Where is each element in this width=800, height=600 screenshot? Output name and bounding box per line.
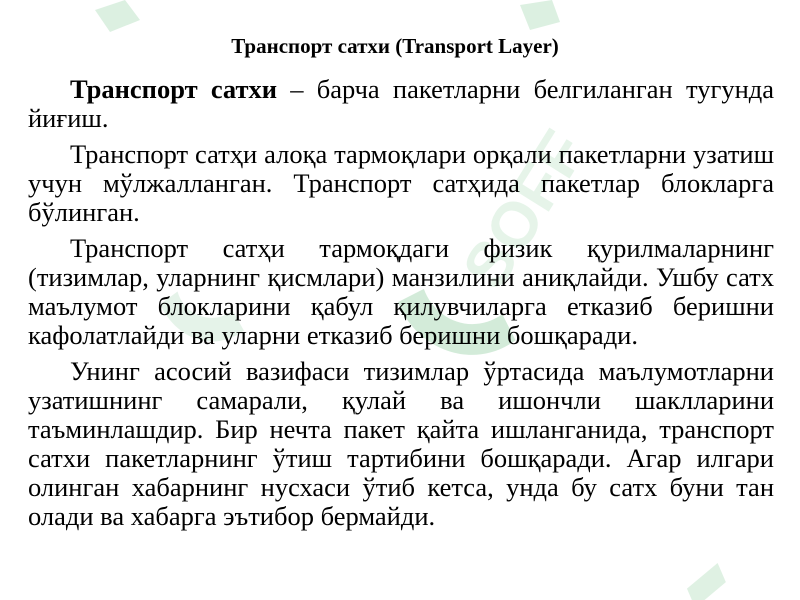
paragraph-2: Транспорт сатҳи алоқа тармоқлари орқали пакетларни узатиш учун мўлжалланган. Транспорт сатҳида пакетлар блокларга бўлинган. (28, 139, 774, 227)
paragraph-4: Унинг асосий вазифаси тизимлар ўртасида маълумотларни узатишнинг самарали, қулай ва ишончли шаклларини таъминлашдир. Бир нечта пакет қайта ишланганида, транспорт сатхи пакетларнинг ўтиш тартибини бошқаради. Агар илгари олинган хабарнинг нусхаси ўтиб кетса, унда бу сатх буни тан олади ва хабарга эътибор бермайди. (28, 356, 774, 531)
paragraph-1-text: – барча пакетларни белгиланган тугунда йиғиш. (28, 74, 774, 133)
paragraph-3: Транспорт сатҳи тармоқдаги физик қурилмаларнинг (тизимлар, уларнинг қисмлари) манзилини аниқлайди. Ушбу сатх маълумот блокларини қабул қилувчиларга етказиб беришни кафолатлайди ва уларни етказиб беришни бошқаради. (28, 233, 774, 350)
paragraph-1 (28, 75, 774, 133)
watermark-text: SOFF (448, 118, 600, 302)
document-title: Транспорт сатхи (Transport Layer) (231, 34, 559, 58)
watermark-logo-bottom (682, 563, 730, 600)
term-transport-layer: Транспорт сатхи (70, 74, 278, 104)
document-page (28, 0, 774, 531)
